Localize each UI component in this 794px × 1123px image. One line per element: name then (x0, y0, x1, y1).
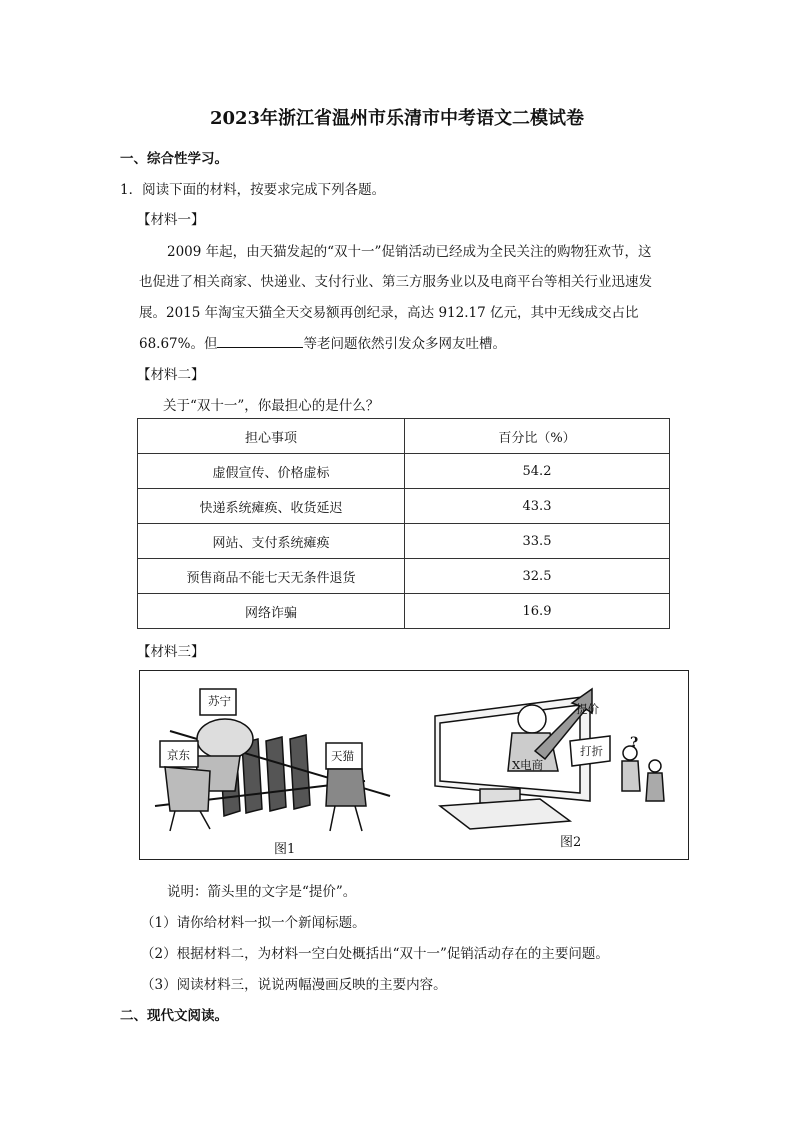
label-suning: 苏宁 (208, 694, 231, 708)
survey-question: 关于“双十一”，你最担心的是什么？ (163, 398, 380, 414)
figure-1-caption: 图1 (274, 842, 296, 857)
material-1-line-end: 等老问题依然引发众多网友吐槽。 (303, 336, 506, 352)
sub-question-2: （2）根据材料二，为材料一空白处概括出“双十一”促销活动存在的主要问题。 (141, 946, 609, 962)
comic-note: 说明：箭头里的文字是“提价”。 (167, 884, 357, 900)
table-row (138, 454, 670, 489)
table-row (138, 524, 670, 559)
table-row (138, 594, 670, 629)
label-x-ecommerce: X电商 (512, 758, 544, 772)
comic-figure-2 (435, 689, 664, 829)
table-cell: 预售商品不能七天无条件退货 (138, 559, 405, 594)
table-row (138, 489, 670, 524)
sub-question-1: （1）请你给材料一拟一个新闻标题。 (141, 915, 366, 931)
material-1-line-start: 68.67%。但 (139, 336, 218, 352)
figure-2-caption: 图2 (560, 835, 582, 850)
table-cell: 54.2 (405, 454, 670, 489)
sub-question-3: （3）阅读材料三，说说两幅漫画反映的主要内容。 (141, 977, 447, 993)
comic-illustration (139, 670, 689, 860)
table-row (138, 559, 670, 594)
section-heading-2: 二、现代文阅读。 (120, 1008, 228, 1024)
material-2-label: 【材料二】 (137, 367, 205, 383)
survey-table (137, 418, 670, 629)
table-cell: 32.5 (405, 559, 670, 594)
label-price-raise: 提价 (576, 702, 599, 716)
label-question: ? (630, 735, 639, 751)
table-header: 担心事项 (138, 419, 405, 454)
section-heading-1: 一、综合性学习。 (120, 151, 228, 167)
page-title: 2023年浙江省温州市乐清市中考语文二模试卷 (209, 108, 585, 129)
table-cell: 43.3 (405, 489, 670, 524)
label-jd: 京东 (167, 748, 190, 762)
material-1-line: 展。2015 年淘宝天猫全天交易额再创纪录，高达 912.17 亿元，其中无线成交占比 (139, 305, 639, 321)
table-cell: 33.5 (405, 524, 670, 559)
material-1-line (139, 332, 506, 352)
comic-figure-1 (155, 689, 390, 831)
material-1-line: 也促进了相关商家、快递业、支付行业、第三方服务业以及电商平台等相关行业迅速发 (139, 274, 652, 290)
table-header: 百分比（%） (405, 419, 670, 454)
label-discount: 打折 (580, 744, 603, 758)
material-1-label: 【材料一】 (137, 212, 205, 228)
material-1-line: 2009 年起，由天猫发起的“双十一”促销活动已经成为全民关注的购物狂欢节，这 (167, 244, 652, 260)
table-cell: 快递系统瘫痪、收货延迟 (138, 489, 405, 524)
material-3-label: 【材料三】 (137, 644, 205, 660)
answer-blank[interactable] (217, 335, 303, 348)
table-header-row (138, 419, 670, 454)
table-cell: 虚假宣传、价格虚标 (138, 454, 405, 489)
table-cell: 16.9 (405, 594, 670, 629)
table-cell: 网络诈骗 (138, 594, 405, 629)
label-tmall: 天猫 (331, 749, 354, 763)
table-cell: 网站、支付系统瘫痪 (138, 524, 405, 559)
question-1: 1．阅读下面的材料，按要求完成下列各题。 (120, 182, 386, 198)
